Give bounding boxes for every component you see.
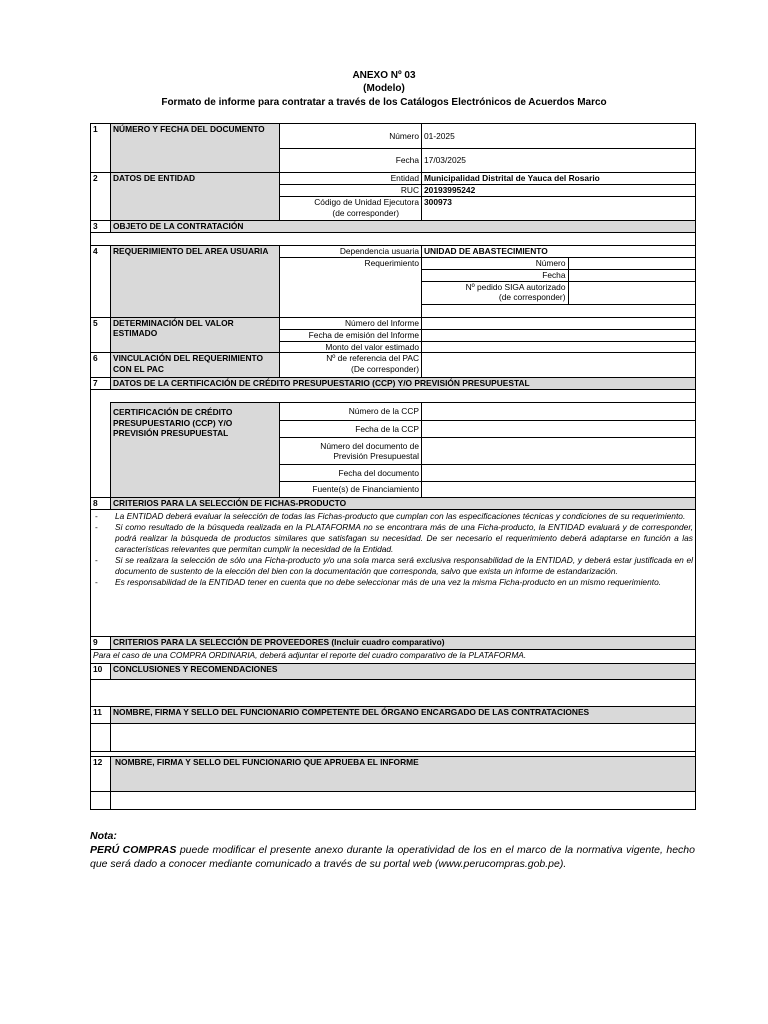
- section-title: NOMBRE, FIRMA Y SELLO DEL FUNCIONARIO COMPETENTE DEL ÓRGANO ENCARGADO DE LAS CONTRATACIONES: [111, 707, 696, 724]
- executing-unit-code-value[interactable]: 300973: [422, 197, 696, 221]
- section-title: DATOS DE ENTIDAD: [111, 173, 280, 221]
- field-label: Nº de referencia del PAC (De corresponder): [280, 353, 422, 378]
- section-number: 5: [91, 317, 111, 353]
- document-date-value[interactable]: 17/03/2025: [422, 149, 696, 173]
- section-title: NÚMERO Y FECHA DEL DOCUMENTO: [111, 124, 280, 173]
- conclusions-field[interactable]: [91, 680, 696, 707]
- field-label: Monto del valor estimado: [280, 341, 422, 353]
- section-number: 7: [91, 378, 111, 390]
- ccp-date-field[interactable]: [422, 421, 696, 438]
- field-label: Fecha de la CCP: [280, 421, 422, 438]
- field-label: Requerimiento: [280, 257, 422, 317]
- requirement-subtable: [422, 258, 696, 317]
- field-label: Número: [422, 258, 568, 270]
- spacer-row: [91, 390, 696, 403]
- section-title: DETERMINACIÓN DEL VALOR ESTIMADO: [111, 317, 280, 353]
- section-number: 3: [91, 221, 111, 233]
- section-number: 8: [91, 498, 111, 510]
- contracting-officer-signature-field[interactable]: [111, 724, 696, 752]
- section-number: 10: [91, 664, 111, 680]
- section-number: 6: [91, 353, 111, 378]
- section-number: 2: [91, 173, 111, 221]
- field-label: Entidad: [280, 173, 422, 185]
- section-number: 4: [91, 245, 111, 317]
- field-label: Número del documento de Previsión Presupuestal: [280, 438, 422, 465]
- report-form-table: [90, 123, 696, 810]
- approver-signature-field[interactable]: [111, 792, 696, 810]
- estimated-amount-field[interactable]: [422, 341, 696, 353]
- section-title: REQUERIMIENTO DEL AREA USUARIA: [111, 245, 280, 317]
- siga-order-field[interactable]: [568, 281, 696, 304]
- section-title: CRITERIOS PARA LA SELECCIÓN DE FICHAS-PRODUCTO: [111, 498, 696, 510]
- annex-title: ANEXO Nº 03: [352, 70, 416, 81]
- section-number: 1: [91, 124, 111, 173]
- section-number: 11: [91, 707, 111, 724]
- note-title: Nota:: [90, 830, 117, 842]
- list-item: - Si como resultado de la búsqueda realizada en la PLATAFORMA no se encontrara más de una Ficha-producto, la ENTIDAD evaluará y de corresponder, podrá realizar la búsqueda de productos similares que satisfagan su necesidad. De ser necesario el requerimiento deberá adaptarse en función a las características relevantes que permitan cumplir la necesidad de la Entidad.: [93, 522, 693, 555]
- requirement-number-field[interactable]: [568, 258, 696, 270]
- pac-reference-field[interactable]: [422, 353, 696, 378]
- field-label: Fecha: [280, 149, 422, 173]
- field-label: Número del Informe: [280, 317, 422, 329]
- section-title: CRITERIOS PARA LA SELECCIÓN DE PROVEEDORES (Incluir cuadro comparativo): [111, 637, 696, 650]
- field-label: Dependencia usuaria: [280, 245, 422, 257]
- field-label: Número: [280, 124, 422, 149]
- field-label: Fecha del documento: [280, 465, 422, 482]
- requirement-date-field[interactable]: [568, 270, 696, 282]
- section-number: 12: [91, 757, 111, 792]
- field-label: Número de la CCP: [280, 403, 422, 421]
- section-title: NOMBRE, FIRMA Y SELLO DEL FUNCIONARIO QUE APRUEBA EL INFORME: [111, 757, 696, 792]
- field-label: Fecha de emisión del Informe: [280, 329, 422, 341]
- contract-object-field[interactable]: [91, 232, 696, 245]
- field-label: Fecha: [422, 270, 568, 282]
- section-number: 9: [91, 637, 111, 650]
- entity-value[interactable]: Municipalidad Distrital de Yauca del Rosario: [422, 173, 696, 185]
- footnote: [90, 829, 695, 871]
- field-label: Código de Unidad Ejecutora (de corresponder): [280, 197, 422, 221]
- form-title: Formato de informe para contratar a través de los Catálogos Electrónicos de Acuerdos Marco: [161, 97, 607, 108]
- field-label: Nº pedido SIGA autorizado (de corresponder): [422, 281, 568, 304]
- section-title: CONCLUSIONES Y RECOMENDACIONES: [111, 664, 696, 680]
- list-item: - Es responsabilidad de la ENTIDAD tener en cuenta que no debe seleccionar más de una vez la misma Ficha-producto en un mismo requerimiento.: [93, 577, 693, 588]
- field-label: RUC: [280, 185, 422, 197]
- field-label: Fuente(s) de Financiamiento: [280, 482, 422, 498]
- user-dependency-value[interactable]: UNIDAD DE ABASTECIMIENTO: [422, 245, 696, 257]
- ruc-value[interactable]: 20193995242: [422, 185, 696, 197]
- section-title: VINCULACIÓN DEL REQUERIMIENTO CON EL PAC: [111, 353, 280, 378]
- list-item: - La ENTIDAD deberá evaluar la selección de todas las Fichas-producto que cumplan con las especificaciones técnicas y condiciones de su requerimiento.: [93, 511, 693, 522]
- document-date-field[interactable]: [422, 465, 696, 482]
- product-criteria-list: [91, 510, 696, 637]
- section-title: OBJETO DE LA CONTRATACIÓN: [111, 221, 696, 233]
- ccp-number-field[interactable]: [422, 403, 696, 421]
- document-number-value[interactable]: 01-2025: [422, 124, 696, 149]
- section-title: DATOS DE LA CERTIFICACIÓN DE CRÉDITO PRESUPUESTARIO (CCP) Y/O PREVISIÓN PRESUPUESTAL: [111, 378, 696, 390]
- note-brand: PERÚ COMPRAS: [90, 844, 177, 856]
- annex-subtitle: (Modelo): [363, 83, 405, 94]
- ccp-subtitle: CERTIFICACIÓN DE CRÉDITO PRESUPUESTARIO (CCP) Y/O PREVISIÓN PRESUPUESTAL: [111, 403, 280, 498]
- list-item: - Si se realizara la selección de sólo una Ficha-producto y/o una sola marca será exclusiva responsabilidad de la ENTIDAD, y deberá estar justificada en el documento de sustento de la elección del bien con la documentación que corresponda, salvo que exista un informe de estandarización.: [93, 555, 693, 577]
- note-text: PERÚ COMPRAS puede modificar el presente anexo durante la operatividad de los en el marco de la normativa vigente, hecho que será dado a conocer mediante comunicado a través de su portal web (www.perucompras.gob.pe).: [90, 844, 695, 870]
- budget-provision-number-field[interactable]: [422, 438, 696, 465]
- report-date-field[interactable]: [422, 329, 696, 341]
- report-number-field[interactable]: [422, 317, 696, 329]
- supplier-criteria-text: Para el caso de una COMPRA ORDINARIA, deberá adjuntar el reporte del cuadro comparativo de la PLATAFORMA.: [91, 650, 696, 664]
- funding-source-field[interactable]: [422, 482, 696, 498]
